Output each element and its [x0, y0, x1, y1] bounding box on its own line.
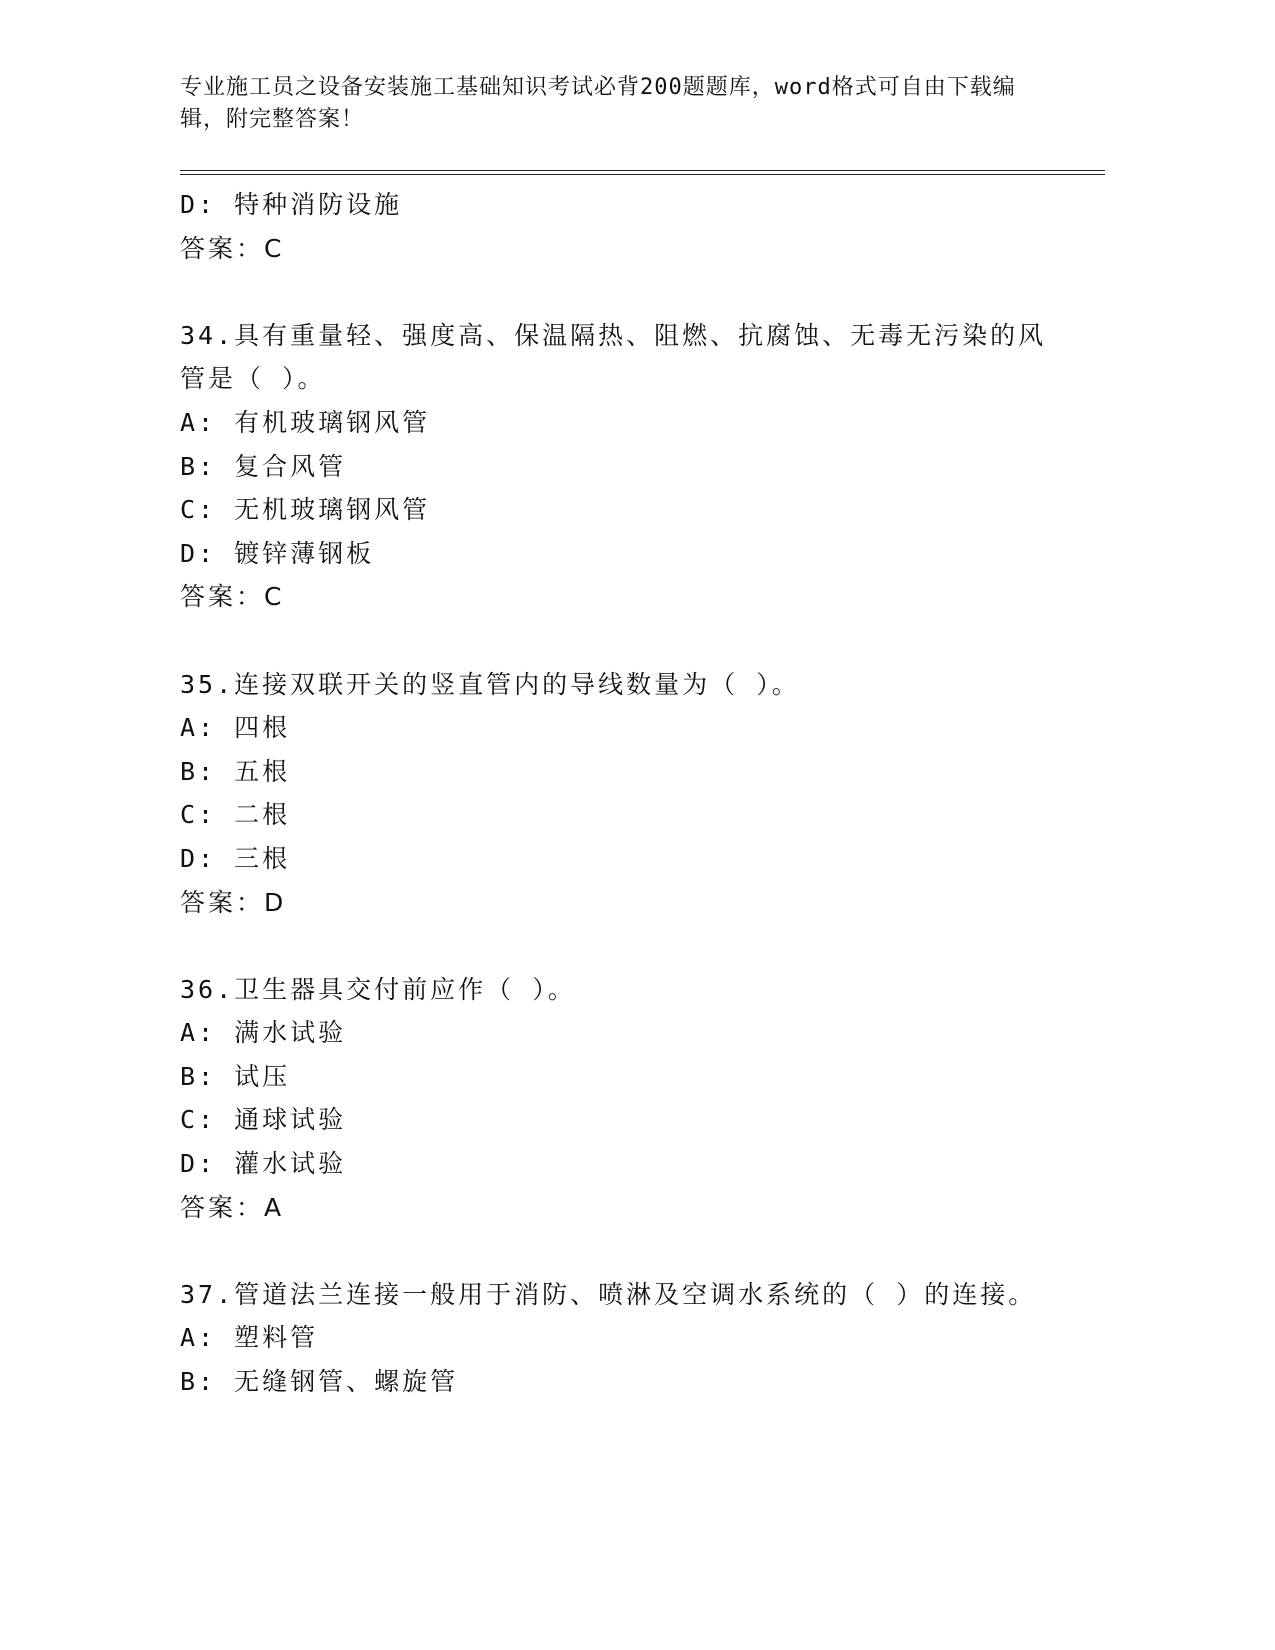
question-stem: 36.卫生器具交付前应作（ ）。 — [180, 974, 576, 1004]
question-stem: 37.管道法兰连接一般用于消防、喷淋及空调水系统的（ ）的连接。 — [180, 1279, 1037, 1309]
question-37 — [180, 1273, 1060, 1404]
question-34 — [180, 314, 1060, 619]
option-b: B: 五根 — [180, 756, 291, 786]
answer: 答案：C — [180, 233, 285, 263]
answer: 答案：A — [180, 1192, 285, 1222]
option-a: A: 满水试验 — [180, 1018, 347, 1048]
header-rule-bottom — [180, 174, 1105, 175]
option-a: A: 有机玻璃钢风管 — [180, 407, 431, 437]
option-b: B: 试压 — [180, 1061, 291, 1091]
option-a: A: 四根 — [180, 713, 291, 743]
spacer — [180, 924, 1060, 968]
option-a: A: 塑料管 — [180, 1323, 319, 1353]
answer: 答案：D — [180, 887, 287, 917]
document-header: 专业施工员之设备安装施工基础知识考试必背200题题库，word格式可自由下载编辑，附完整答案！ — [180, 75, 1016, 132]
spacer — [180, 270, 1060, 314]
option-d: D: 灌水试验 — [180, 1149, 347, 1179]
question-body — [180, 183, 1060, 1404]
option-c: C: 二根 — [180, 800, 291, 830]
question-stem: 管是（ ）。 — [180, 364, 326, 394]
option-d: D: 镀锌薄钢板 — [180, 538, 375, 568]
option-d: D: 三根 — [180, 843, 291, 873]
question-36 — [180, 968, 1060, 1230]
option-b: B: 无缝钢管、螺旋管 — [180, 1367, 459, 1397]
question-stem: 34.具有重量轻、强度高、保温隔热、阻燃、抗腐蚀、无毒无污染的风 — [180, 320, 1047, 350]
option-c: C: 通球试验 — [180, 1105, 347, 1135]
spacer — [180, 1229, 1060, 1273]
spacer — [180, 619, 1060, 663]
option-c: C: 无机玻璃钢风管 — [180, 495, 431, 525]
answer: 答案：C — [180, 582, 285, 612]
question-35 — [180, 663, 1060, 925]
option-b: B: 复合风管 — [180, 451, 347, 481]
header-rule-top — [180, 170, 1105, 171]
question-stem: 35.连接双联开关的竖直管内的导线数量为（ ）。 — [180, 669, 800, 699]
option-d: D: 特种消防设施 — [180, 190, 403, 219]
